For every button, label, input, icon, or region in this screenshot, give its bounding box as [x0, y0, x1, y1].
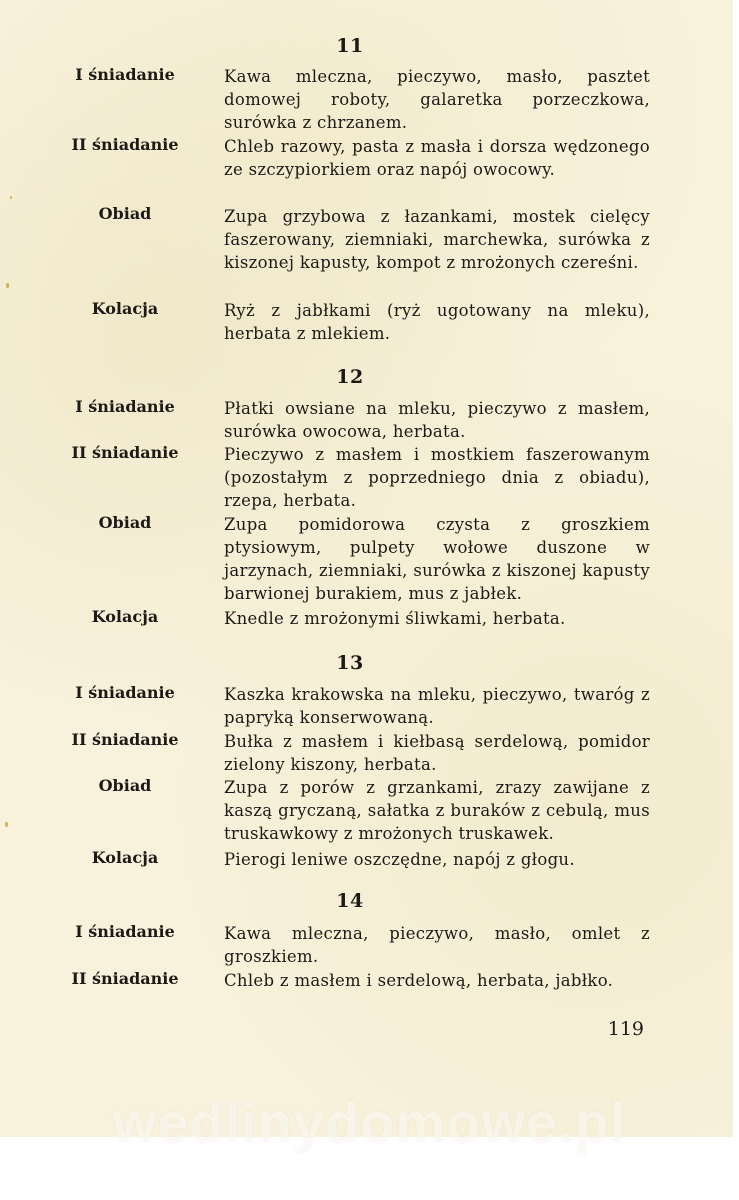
day-number: 14	[336, 890, 364, 912]
meal-label-second-breakfast: II śniadanie	[71, 730, 179, 749]
meal-text-second-breakfast: Bułka z masłem i kiełbasą serdelową, pomidor zielony kiszony, herbata.	[224, 732, 650, 774]
day-number: 13	[336, 652, 364, 674]
paper-speck	[5, 822, 8, 827]
meal-text-supper: Ryż z jabłkami (ryż ugotowany na mleku), herbata z mlekiem.	[224, 301, 650, 343]
watermark: wedlinydomowe.pl	[112, 1091, 627, 1154]
meal-label-breakfast: I śniadanie	[75, 65, 175, 84]
meal-label-supper: Kolacja	[91, 607, 159, 626]
meal-label-breakfast: I śniadanie	[75, 922, 175, 941]
meal-text-dinner: Zupa pomidorowa czysta z groszkiem ptysiowym, pulpety wołowe duszone w jarzynach, ziemniaki, surówka z kiszonej kapusty barwionej burakiem, mus z jabłek.	[224, 515, 650, 603]
paper-speck	[6, 283, 9, 288]
meal-text-breakfast: Kawa mleczna, pieczywo, masło, pasztet domowej roboty, galaretka porzeczkowa, surówka z chrzanem.	[224, 67, 650, 132]
meal-label-breakfast: I śniadanie	[75, 397, 175, 416]
paper-speck	[10, 196, 12, 199]
meal-text-second-breakfast: Chleb z masłem i serdelową, herbata, jabłko.	[224, 971, 614, 990]
meal-text-second-breakfast: Chleb razowy, pasta z masła i dorsza wędzonego ze szczypiorkiem oraz napój owocowy.	[224, 137, 650, 179]
meal-label-supper: Kolacja	[91, 299, 159, 318]
meal-text-second-breakfast: Pieczywo z masłem i mostkiem faszerowanym (pozostałym z poprzedniego dnia z obiadu), rzepa, herbata.	[224, 445, 650, 510]
meal-text-supper: Pierogi leniwe oszczędne, napój z głogu.	[224, 850, 575, 869]
meal-label-dinner: Obiad	[98, 204, 152, 223]
page-number: 119	[607, 1018, 644, 1040]
meal-text-breakfast: Kawa mleczna, pieczywo, masło, omlet z groszkiem.	[224, 924, 650, 966]
meal-text-dinner: Zupa grzybowa z łazankami, mostek cielęcy faszerowany, ziemniaki, marchewka, surówka z kiszonej kapusty, kompot z mrożonych czereśni.	[224, 207, 650, 272]
meal-text-breakfast: Płatki owsiane na mleku, pieczywo z masłem, surówka owocowa, herbata.	[224, 399, 650, 441]
meal-text-dinner: Zupa z porów z grzankami, zrazy zawijane z kaszą gryczaną, sałatka z buraków z cebulą, mus truskawkowy z mrożonych truskawek.	[224, 778, 650, 843]
meal-label-supper: Kolacja	[91, 848, 159, 867]
meal-text-supper: Knedle z mrożonymi śliwkami, herbata.	[224, 609, 566, 628]
meal-text-breakfast: Kaszka krakowska na mleku, pieczywo, twaróg z papryką konserwowaną.	[224, 685, 650, 727]
meal-label-breakfast: I śniadanie	[75, 683, 175, 702]
day-number: 12	[336, 366, 364, 388]
meal-label-dinner: Obiad	[98, 513, 152, 532]
day-number: 11	[336, 35, 364, 57]
meal-label-second-breakfast: II śniadanie	[71, 969, 179, 988]
meal-label-dinner: Obiad	[98, 776, 152, 795]
meal-label-second-breakfast: II śniadanie	[71, 135, 179, 154]
meal-label-second-breakfast: II śniadanie	[71, 443, 179, 462]
